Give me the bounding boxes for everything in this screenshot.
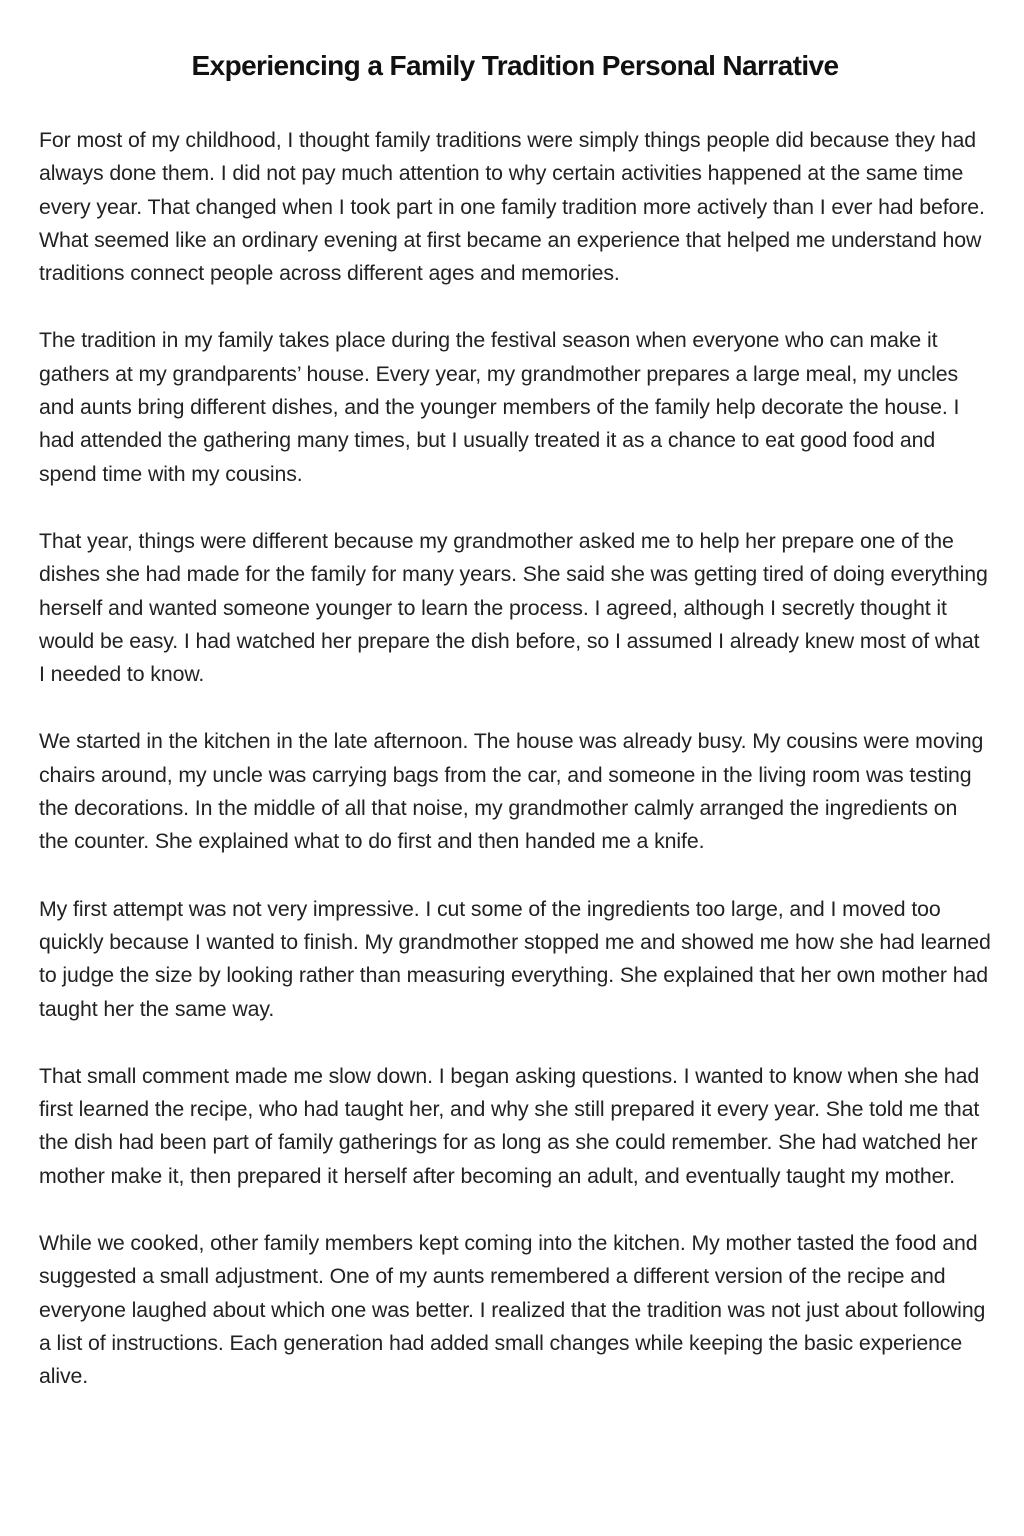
paragraph-4: We started in the kitchen in the late afternoon. The house was already busy. My cousins were moving chairs around, my uncle was carrying bags from the car, and someone in the living room was testing the decorations. In the middle of all that noise, my grandmother calmly arranged the ingredients on the counter. She explained what to do first and then handed me a knife. (39, 729, 984, 854)
paragraph-3: That year, things were different because my grandmother asked me to help her prepare one of the dishes she had made for the family for many years. She said she was getting tired of doing everything herself and wanted someone younger to learn the process. I agreed, although I secretly thought it would be easy. I had watched her prepare the dish before, so I assumed I already knew most of what I needed to know. (39, 528, 988, 687)
paragraph-1: For most of my childhood, I thought family traditions were simply things people did because they had always done them. I did not pay much attention to why certain activities happened at the same time every year. That changed when I took part in one family tradition more actively than I ever had before. What seemed like an ordinary evening at first became an experience that helped me understand how traditions connect people across different ages and memories. (39, 128, 985, 286)
paragraph-6: That small comment made me slow down. I began asking questions. I wanted to know when she had first learned the recipe, who had taught her, and why she still prepared it every year. She told me that the dish had been part of family gatherings for as long as she could remember. She had watched her mother make it, then prepared it herself after becoming an adult, and eventually taught my mother. (39, 1063, 980, 1188)
document-page (39, 46, 991, 1428)
paragraph-7: While we cooked, other family members kept coming into the kitchen. My mother tasted the food and suggested a small adjustment. One of my aunts remembered a different version of the recipe and everyone laughed about which one was better. I realized that the tradition was not just about following a list of instructions. Each generation had added small changes while keeping the basic experience alive. (39, 1231, 986, 1389)
paragraph-2: The tradition in my family takes place during the festival season when everyone who can make it gathers at my grandparents’ house. Every year, my grandmother prepares a large meal, my uncles and aunts bring different dishes, and the younger members of the family help decorate the house. I had attended the gathering many times, but I usually treated it as a chance to eat good food and spend time with my cousins. (39, 328, 960, 486)
paragraph-5: My first attempt was not very impressive. I cut some of the ingredients too large, and I moved too quickly because I wanted to finish. My grandmother stopped me and showed me how she had learned to judge the size by looking rather than measuring everything. She explained that her own mother had taught her the same way. (39, 896, 991, 1021)
document-title: Experiencing a Family Tradition Personal Narrative (191, 50, 839, 81)
